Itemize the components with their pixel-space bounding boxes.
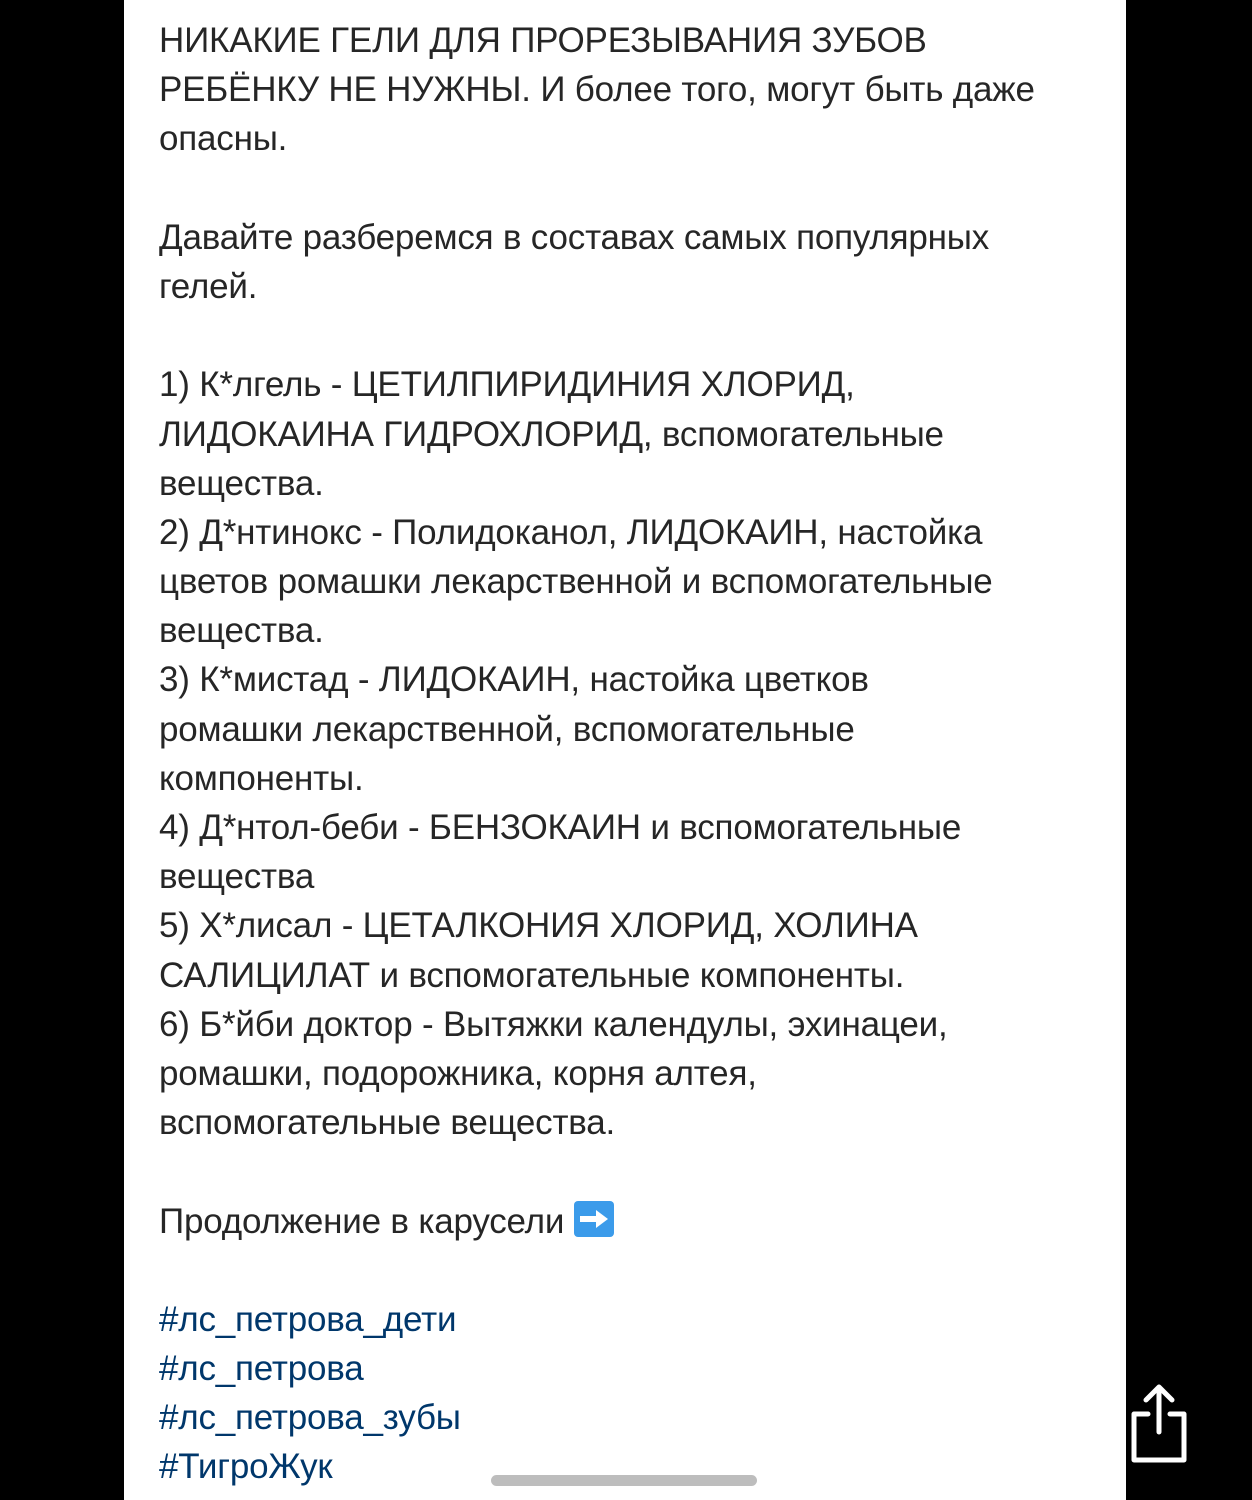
caption-line: 3) К*мистад - ЛИДОКАИН, настойка цветков [159, 660, 869, 700]
caption-line: РЕБЁНКУ НЕ НУЖНЫ. И более того, могут быть даже [159, 70, 1035, 110]
continuation-text: Продолжение в карусели [159, 1201, 565, 1241]
caption-text [159, 16, 1109, 1487]
blank-line [159, 164, 1109, 213]
caption-line: САЛИЦИЛАТ и вспомогательные компоненты. [159, 955, 905, 995]
hashtag-cut-text: #ТигроЖук [159, 1447, 333, 1487]
hashtag-link[interactable]: #лс_петрова_зубы [159, 1398, 461, 1438]
share-button[interactable] [1126, 1380, 1192, 1466]
caption-line: 5) Х*лисал - ЦЕТАЛКОНИЯ ХЛОРИД, ХОЛИНА [159, 906, 918, 946]
right-arrow-emoji-icon [574, 1201, 614, 1237]
hashtag-link[interactable]: #лс_петрова [159, 1349, 364, 1389]
caption-line: ромашки лекарственной, вспомогательные [159, 709, 855, 749]
right-black-bar [1126, 0, 1252, 1500]
continuation-line [159, 1197, 1109, 1246]
caption-line: вещества. [159, 611, 324, 651]
caption-line: компоненты. [159, 758, 364, 798]
home-indicator [491, 1475, 757, 1486]
blank-line [159, 311, 1109, 360]
caption-line: Давайте разберемся в составах самых популярных [159, 217, 989, 257]
hashtag-link-cut[interactable] [159, 1442, 1109, 1487]
caption-line: 4) Д*нтол-беби - БЕНЗОКАИН и вспомогательные [159, 808, 962, 847]
hashtag-link[interactable]: #лс_петрова_дети [159, 1299, 457, 1339]
caption-line: опасны. [159, 119, 288, 159]
share-icon [1126, 1380, 1192, 1466]
caption-line: вспомогательные вещества. [159, 1103, 616, 1143]
blank-line [159, 1147, 1109, 1196]
caption-line: гелей. [159, 266, 258, 306]
caption-line: НИКАКИЕ ГЕЛИ ДЛЯ ПРОРЕЗЫВАНИЯ ЗУБОВ [159, 21, 927, 60]
caption-line: ЛИДОКАИНА ГИДРОХЛОРИД, вспомогательные [159, 414, 944, 454]
post-caption-view [124, 0, 1126, 1500]
caption-line: вещества [159, 857, 315, 897]
blank-line [159, 1246, 1109, 1295]
caption-line: 6) Б*йби доктор - Вытяжки календулы, эхинацеи, [159, 1004, 948, 1044]
caption-line: вещества. [159, 463, 324, 503]
caption-line: ромашки, подорожника, корня алтея, [159, 1053, 757, 1093]
left-black-bar [0, 0, 124, 1500]
caption-line: цветов ромашки лекарственной и вспомогательные [159, 562, 993, 602]
caption-line: 2) Д*нтинокс - Полидоканол, ЛИДОКАИН, настойка [159, 512, 983, 552]
caption-line: 1) К*лгель - ЦЕТИЛПИРИДИНИЯ ХЛОРИД, [159, 365, 855, 405]
